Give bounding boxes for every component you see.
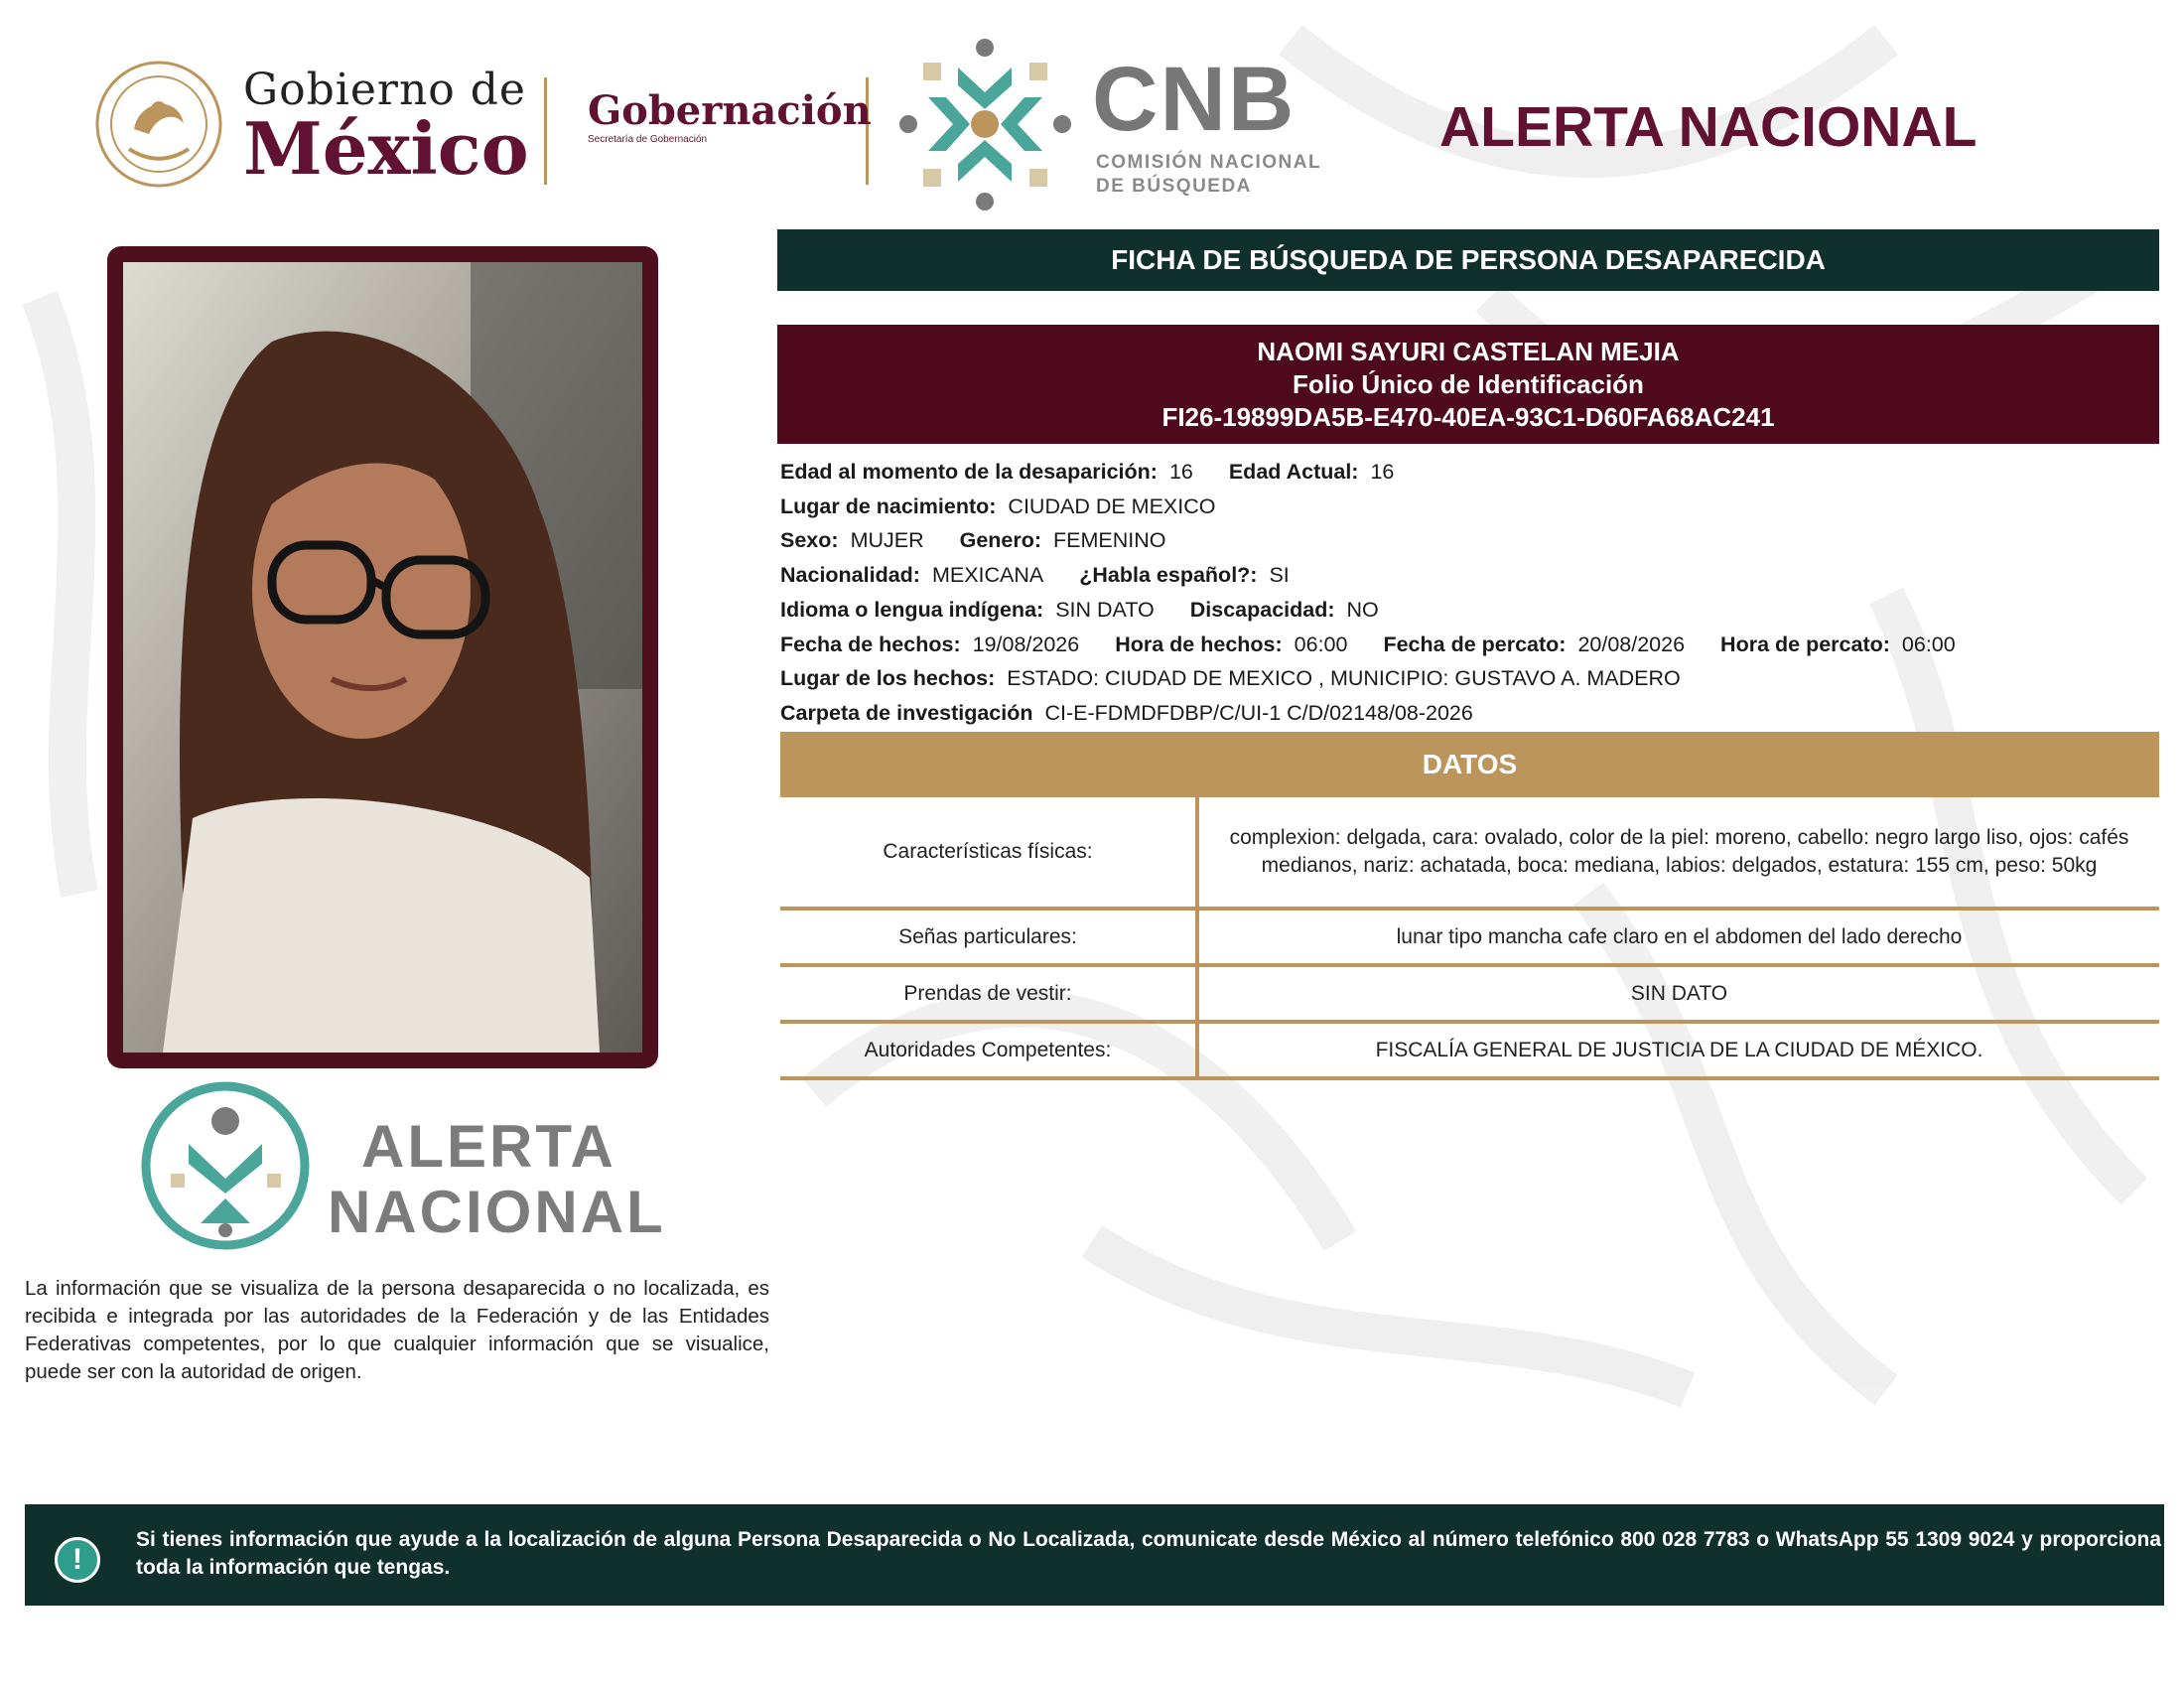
sexo-value: MUJER	[850, 528, 924, 553]
ficha-title-bar: FICHA DE BÚSQUEDA DE PERSONA DESAPARECIDA	[777, 229, 2159, 291]
genero-value: FEMENINO	[1053, 528, 1166, 553]
gobierno-label: Gobierno de	[243, 65, 526, 115]
nacionalidad-label: Nacionalidad:	[780, 563, 920, 588]
lugar-nac-label: Lugar de nacimiento:	[780, 493, 997, 518]
datos-value: FISCALÍA GENERAL DE JUSTICIA DE LA CIUDAD DE MÉXICO.	[1197, 1022, 2159, 1078]
alerta-nacional-logo-text	[328, 1114, 666, 1245]
info-row	[780, 628, 2160, 662]
datos-label: Prendas de vestir:	[780, 965, 1197, 1022]
person-header	[777, 325, 2159, 444]
discapacidad-value: NO	[1346, 597, 1379, 622]
carpeta-label: Carpeta de investigación	[780, 700, 1033, 725]
table-row	[780, 797, 2159, 909]
hora-percato-value: 06:00	[1901, 632, 1956, 656]
disclaimer-text: La información que se visualiza de la persona desaparecida o no localizada, es recibida e integrada por las autoridades de la Federación y de las Entidades Federativas competentes, por lo que cualquier información que se visualice, puede ser con la autoridad de origen.	[25, 1277, 769, 1383]
cnb-emblem-icon	[898, 38, 1072, 211]
fecha-hechos-label: Fecha de hechos:	[780, 632, 961, 656]
info-row	[780, 696, 2160, 731]
hora-hechos-value: 06:00	[1294, 632, 1348, 656]
footer-banner	[25, 1504, 2164, 1606]
genero-label: Genero:	[959, 528, 1042, 553]
alert-title: ALERTA NACIONAL	[1439, 95, 1978, 159]
info-row	[780, 558, 2160, 593]
folio-label: Folio Único de Identificación	[1293, 369, 1644, 399]
person-info	[780, 455, 2160, 731]
info-row	[780, 593, 2160, 628]
info-row	[780, 490, 2160, 524]
hora-percato-label: Hora de percato:	[1720, 632, 1890, 656]
datos-value: complexion: delgada, cara: ovalado, color de la piel: moreno, cabello: negro largo liso, ojos: cafés medianos, nariz: achatada, boca: mediana, labios: delgados, estatura: 155 cm, peso: 50kg	[1197, 797, 2159, 909]
footer-text: Si tienes información que ayude a la localización de alguna Persona Desaparecida o No Localizada, comunicate desde México al número telefónico 800 028 7783 o WhatsApp 55 1309 9024 y proporciona toda la información que tengas.	[136, 1528, 2161, 1579]
idioma-value: SIN DATO	[1055, 597, 1155, 622]
cnb-sub-label: COMISIÓN NACIONAL DE BÚSQUEDA	[1096, 152, 1321, 197]
edad-actual-label: Edad Actual:	[1228, 460, 1359, 484]
idioma-label: Idioma o lengua indígena:	[780, 597, 1044, 622]
lugar-nac-value: CIUDAD DE MEXICO	[1008, 493, 1216, 518]
lugar-hechos-label: Lugar de los hechos:	[780, 666, 996, 691]
folio-value: FI26-19899DA5B-E470-40EA-93C1-D60FA68AC241	[1161, 402, 1775, 432]
fecha-hechos-value: 19/08/2026	[972, 632, 1080, 656]
coat-of-arms-icon	[89, 55, 228, 194]
nacionalidad-value: MEXICANA	[931, 563, 1044, 588]
person-photo-image	[123, 262, 642, 1053]
edad-actual-value: 16	[1370, 460, 1395, 484]
datos-table	[780, 797, 2159, 1080]
exclamation-icon: !	[55, 1537, 100, 1583]
table-row	[780, 965, 2159, 1022]
alerta-logo-line1: ALERTA	[361, 1113, 616, 1180]
datos-label: Señas particulares:	[780, 909, 1197, 965]
person-name: NAOMI SAYURI CASTELAN MEJIA	[1257, 337, 1680, 366]
fecha-percato-label: Fecha de percato:	[1383, 632, 1567, 656]
habla-label: ¿Habla español?:	[1079, 563, 1258, 588]
fecha-percato-value: 20/08/2026	[1577, 632, 1686, 656]
hora-hechos-label: Hora de hechos:	[1115, 632, 1283, 656]
gobernacion-sub-label: Secretaría de Gobernación	[588, 134, 708, 145]
discapacidad-label: Discapacidad:	[1189, 597, 1335, 622]
lugar-hechos-value: ESTADO: CIUDAD DE MEXICO , MUNICIPIO: GUSTAVO A. MADERO	[1007, 666, 1681, 691]
person-photo-frame	[107, 246, 658, 1068]
table-row	[780, 909, 2159, 965]
sexo-label: Sexo:	[780, 528, 839, 553]
edad-desap-value: 16	[1168, 460, 1193, 484]
datos-label: Características físicas:	[780, 797, 1197, 909]
gobernacion-label: Gobernación	[588, 87, 872, 134]
table-row	[780, 1022, 2159, 1078]
datos-title-bar: DATOS	[780, 732, 2159, 797]
alerta-nacional-emblem-icon	[139, 1079, 313, 1253]
datos-value: SIN DATO	[1197, 965, 2159, 1022]
cnb-label: CNB	[1092, 49, 1297, 150]
datos-label: Autoridades Competentes:	[780, 1022, 1197, 1078]
info-row	[780, 661, 2160, 696]
edad-desap-label: Edad al momento de la desaparición:	[780, 460, 1158, 484]
habla-value: SI	[1269, 563, 1290, 588]
person-photo	[123, 262, 642, 1053]
info-row	[780, 455, 2160, 490]
datos-value: lunar tipo mancha cafe claro en el abdomen del lado derecho	[1197, 909, 2159, 965]
mexico-label: México	[243, 106, 529, 191]
alerta-logo-line2: NACIONAL	[328, 1179, 666, 1245]
carpeta-value: CI-E-FDMDFDBP/C/UI-1 C/D/02148/08-2026	[1044, 700, 1473, 725]
info-row	[780, 523, 2160, 558]
gobierno-de-mexico-logo	[89, 55, 546, 194]
